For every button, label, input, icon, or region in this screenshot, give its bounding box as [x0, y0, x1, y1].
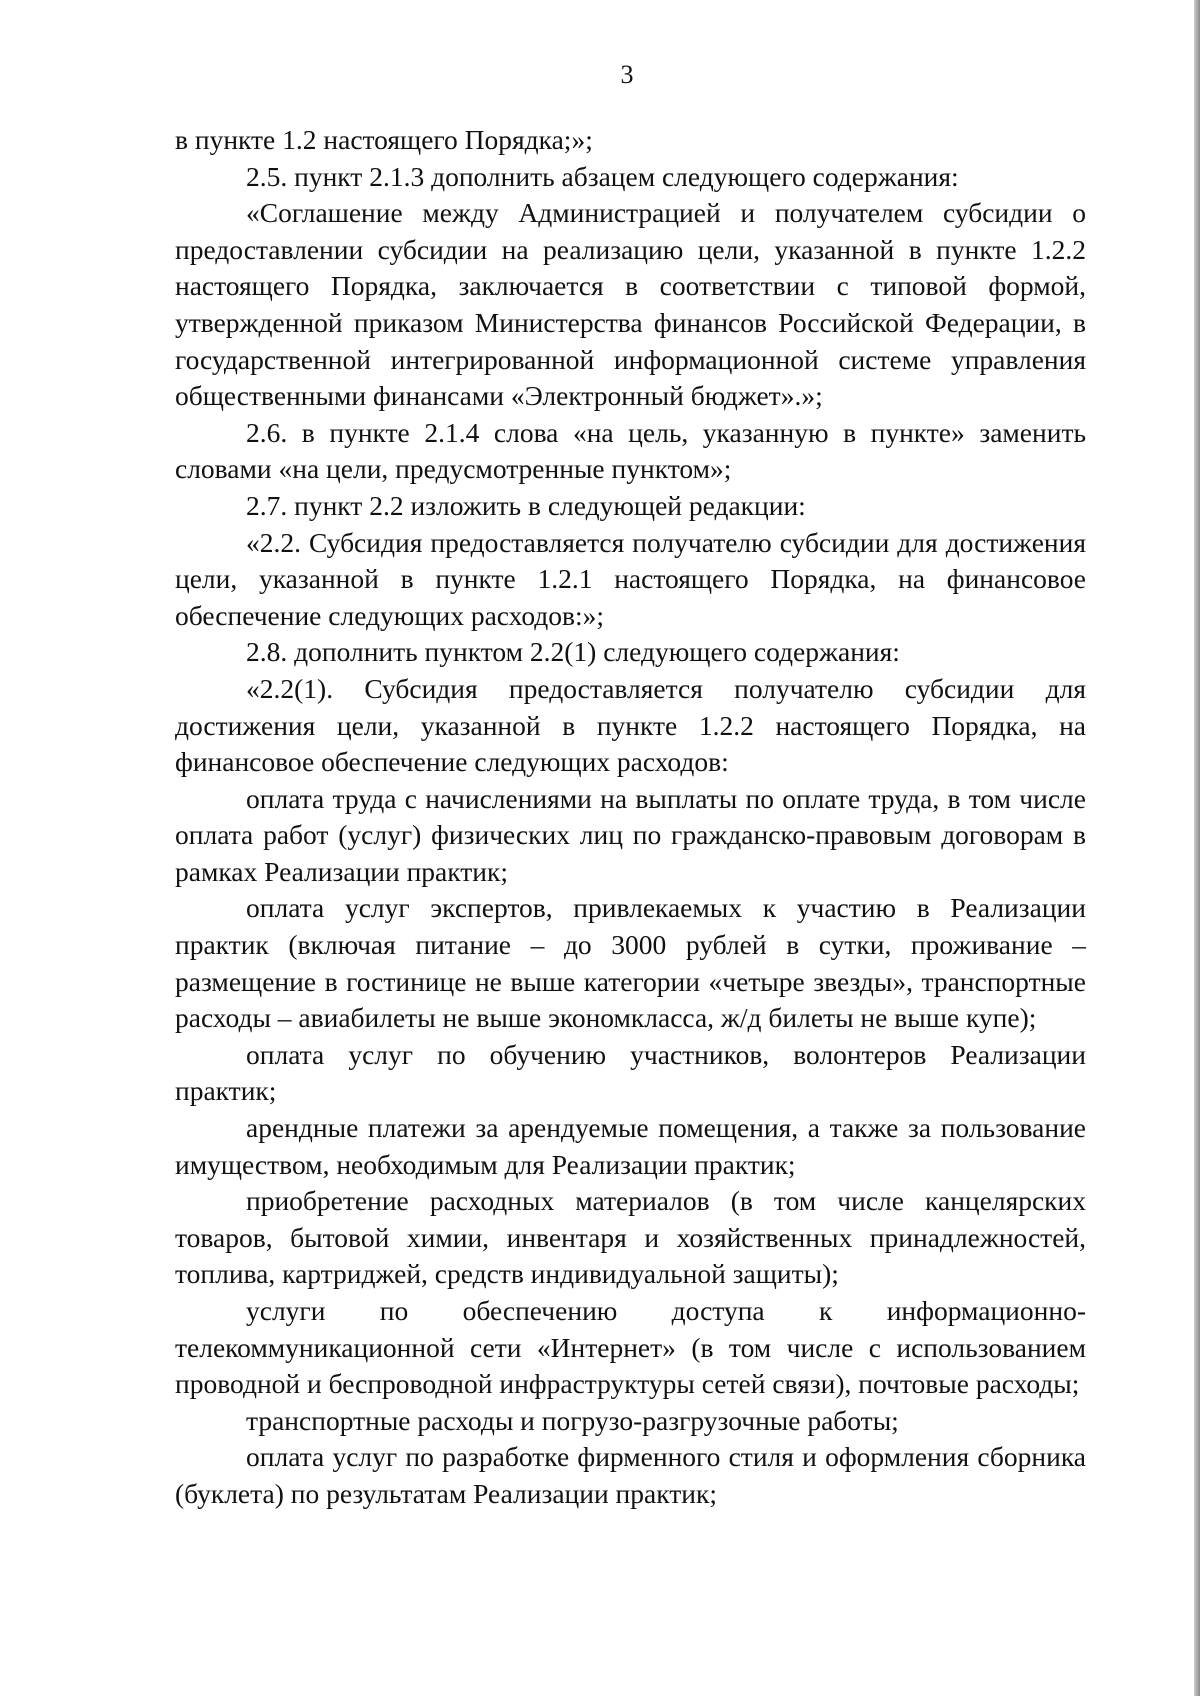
paragraph: «Соглашение между Администрацией и получателем субсидии о предоставлении субсидии на реализацию цели, указанной в пункте 1.2.2 настоящего Порядка, заключается в соответствии с типовой формой, утвержденной приказом Министерства финансов Российской Федерации, в государственной интегрированной информационной системе управления общественными финансами «Электронный бюджет».»; — [175, 197, 1086, 412]
document-body — [175, 122, 1086, 1513]
paragraph: услуги по обеспечению доступа к информационно-телекоммуникационной сети «Интернет» (в том числе с использованием проводной и беспроводной инфраструктуры сетей связи), почтовые расходы; — [175, 1295, 1086, 1400]
paragraph: «2.2(1). Субсидия предоставляется получателю субсидии для достижения цели, указанной в пункте 1.2.2 настоящего Порядка, на финансовое обеспечение следующих расходов: — [175, 672, 1086, 778]
page-number: 3 — [620, 60, 634, 89]
scan-edge-shadow — [1194, 0, 1200, 1696]
paragraph: оплата услуг по разработке фирменного стиля и оформления сборника (буклета) по результатам Реализации практик; — [175, 1441, 1086, 1509]
paragraph: оплата услуг экспертов, привлекаемых к участию в Реализации практик (включая питание – до 3000 рублей в сутки, проживание – размещение в гостинице не выше категории «четыре звезды», транспортные расходы – авиабилеты не выше экономкласса, ж/д билеты не выше купе); — [175, 892, 1086, 1034]
paragraph: 2.7. пункт 2.2 изложить в следующей редакции: — [246, 489, 806, 521]
paragraph: 2.5. пункт 2.1.3 дополнить абзацем следующего содержания: — [246, 160, 959, 192]
paragraph: арендные платежи за арендуемые помещения, а также за пользование имуществом, необходимым для Реализации практик; — [175, 1112, 1086, 1180]
paragraph: 2.6. в пункте 2.1.4 слова «на цель, указанную в пункте» заменить словами «на цели, предусмотренные пунктом»; — [175, 416, 1086, 485]
paragraph: оплата труда с начислениями на выплаты по оплате труда, в том числе оплата работ (услуг) физических лиц по гражданско-правовым договорам в рамках Реализации практик; — [175, 782, 1086, 887]
paragraph: в пункте 1.2 настоящего Порядка;»; — [175, 124, 593, 155]
paragraph: оплата услуг по обучению участников, волонтеров Реализации практик; — [175, 1038, 1086, 1107]
paragraph: приобретение расходных материалов (в том числе канцелярских товаров, бытовой химии, инвентаря и хозяйственных принадлежностей, топлива, картриджей, средств индивидуальной защиты); — [175, 1185, 1086, 1290]
paragraph: «2.2. Субсидия предоставляется получателю субсидии для достижения цели, указанной в пункте 1.2.1 настоящего Порядка, на финансовое обеспечение следующих расходов:»; — [175, 526, 1086, 631]
paragraph: транспортные расходы и погрузо-разгрузочные работы; — [246, 1404, 899, 1436]
paragraph: 2.8. дополнить пунктом 2.2(1) следующего содержания: — [246, 636, 900, 668]
